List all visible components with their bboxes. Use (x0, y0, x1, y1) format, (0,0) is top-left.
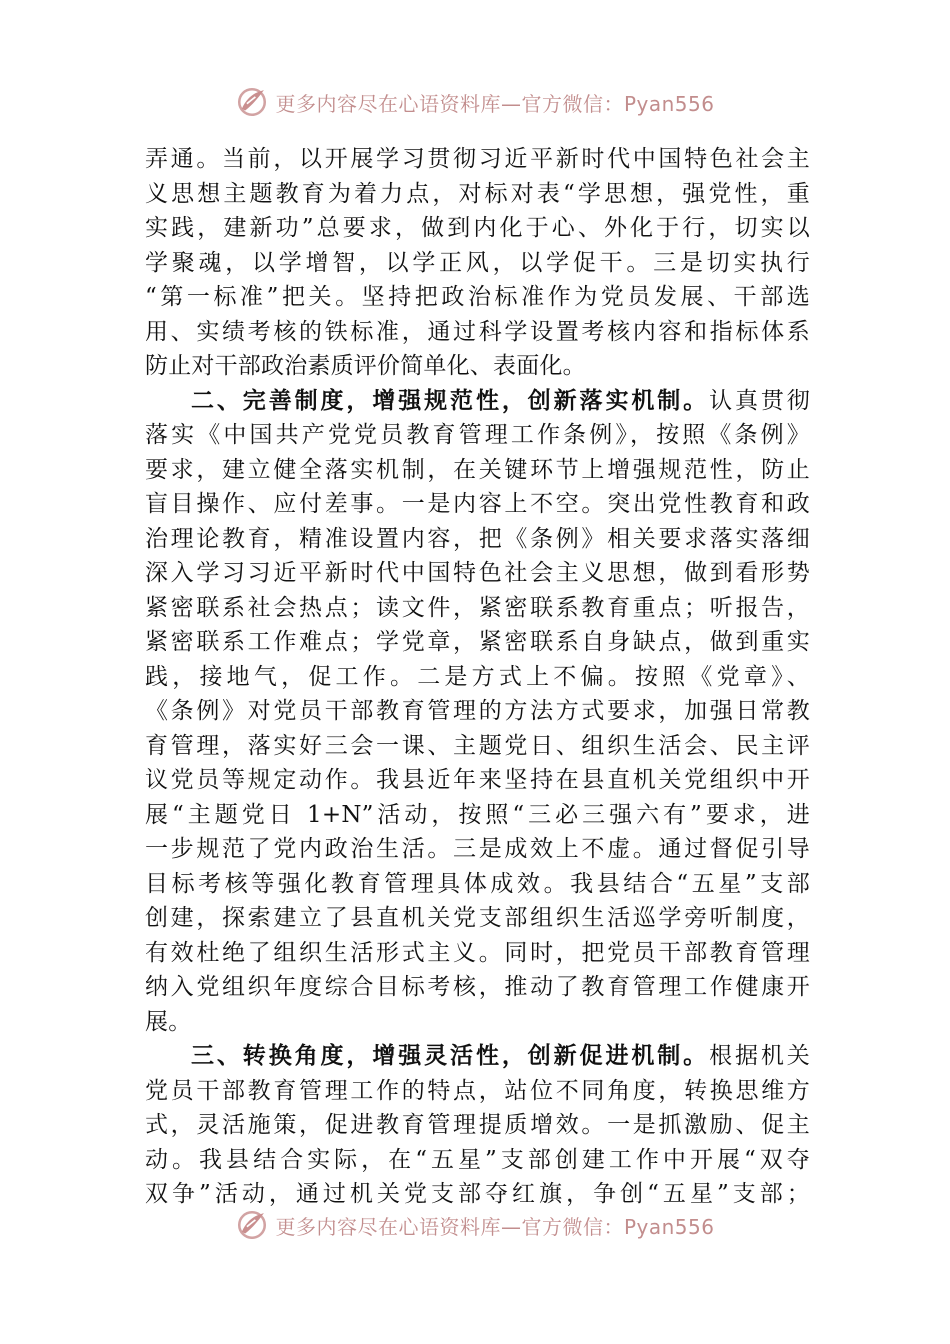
text-line (145, 280, 810, 315)
text-line (145, 1074, 810, 1109)
line-text: 纳入党组织年度综合目标考核，推动了教育管理工作健康开 (145, 974, 810, 1000)
document-body (145, 142, 810, 1208)
text-line (145, 660, 810, 695)
logo-icon (235, 1208, 269, 1239)
line-text: 用、实绩考核的铁标准，通过科学设置考核内容和指标体系 (145, 318, 810, 345)
line-text: 紧密联系社会热点；读文件，紧密联系教育重点；听报告， (145, 594, 810, 621)
text-line (145, 246, 810, 281)
text-line (145, 867, 810, 902)
line-text: 目标考核等强化教育管理具体成效。我县结合“五星”支部 (145, 870, 810, 897)
text-line (145, 349, 810, 384)
line-text: 防止对干部政治素质评价简单化、表面化。 (145, 353, 586, 379)
text-line (145, 556, 810, 591)
line-text: 治理论教育，精准设置内容，把《条例》相关要求落实落细 (145, 525, 810, 552)
text-line (145, 970, 810, 1005)
text-line (145, 1005, 810, 1040)
header-watermark-text: 更多内容尽在心语资料库—官方微信：Pyan556 (275, 91, 715, 116)
header-watermark (0, 82, 950, 122)
line-text: 双争”活动，通过机关党支部夺红旗，争创“五星”支部； (145, 1181, 810, 1207)
text-line (145, 1108, 810, 1143)
text-line (145, 315, 810, 350)
line-text: 紧密联系工作难点；学党章，紧密联系自身缺点，做到重实 (145, 629, 810, 655)
line-text: 有效杜绝了组织生活形式主义。同时，把党员干部教育管理 (145, 939, 810, 966)
page-margin (0, 1240, 950, 1344)
line-text: 要求，建立健全落实机制，在关键环节上增强规范性，防止 (145, 456, 810, 483)
text-line (145, 487, 810, 522)
section-heading: 三、转换角度，增强灵活性，创新促进机制。 (191, 1043, 710, 1069)
line-text: 认真贯彻 (709, 387, 810, 414)
text-line (145, 729, 810, 764)
line-text: 育管理，落实好三会一课、主题党日、组织生活会、民主评 (145, 732, 810, 759)
text-line (145, 142, 810, 177)
line-text: 盲目操作、应付差事。一是内容上不空。突出党性教育和政 (145, 491, 810, 517)
text-line (145, 763, 810, 798)
footer-watermark-text: 更多内容尽在心语资料库—官方微信：Pyan556 (275, 1214, 715, 1239)
text-line (145, 522, 810, 557)
line-text: “第一标准”把关。坚持把政治标准作为党员发展、干部选 (145, 284, 810, 310)
text-line (145, 384, 810, 419)
line-text: 根据机关 (709, 1043, 810, 1069)
line-text: 践，接地气，促工作。二是方式上不偏。按照《党章》、 (145, 663, 810, 690)
line-text: 创建，探索建立了县直机关党支部组织生活巡学旁听制度， (145, 905, 810, 931)
logo-icon (235, 85, 269, 119)
text-line (145, 936, 810, 971)
text-line (145, 1143, 810, 1178)
line-text: 展“主题党日 1+N”活动，按照“三必三强六有”要求，进 (145, 801, 810, 828)
text-line (145, 901, 810, 936)
line-text: 动。我县结合实际，在“五星”支部创建工作中开展“双夺 (145, 1146, 810, 1173)
text-line (145, 418, 810, 453)
line-text: 一步规范了党内政治生活。三是成效上不虚。通过督促引导 (145, 836, 810, 862)
text-line (145, 832, 810, 867)
line-text: 议党员等规定动作。我县近年来坚持在县直机关党组织中开 (145, 767, 810, 793)
text-line (145, 625, 810, 660)
text-line (145, 798, 810, 833)
text-line (145, 211, 810, 246)
line-text: 弄通。当前，以开展学习贯彻习近平新时代中国特色社会主 (145, 146, 810, 172)
text-line (145, 591, 810, 626)
text-line (145, 694, 810, 729)
line-text: 落实《中国共产党党员教育管理工作条例》，按照《条例》 (145, 422, 810, 448)
line-text: 学聚魂，以学增智，以学正风，以学促干。三是切实执行 (145, 249, 810, 276)
line-text: 实践，建新功”总要求，做到内化于心、外化于行，切实以 (145, 215, 810, 241)
line-text: 展。 (145, 1008, 192, 1035)
line-text: 式，灵活施策，促进教育管理提质增效。一是抓激励、促主 (145, 1112, 810, 1138)
footer-watermark (0, 1203, 950, 1239)
line-text: 义思想主题教育为着力点，对标对表“学思想，强党性，重 (145, 180, 810, 207)
text-line (145, 453, 810, 488)
line-text: 深入学习习近平新时代中国特色社会主义思想，做到看形势 (145, 560, 810, 586)
text-line (145, 1039, 810, 1074)
section-heading: 二、完善制度，增强规范性，创新落实机制。 (191, 387, 710, 414)
text-line (145, 177, 810, 212)
line-text: 党员干部教育管理工作的特点，站位不同角度，转换思维方 (145, 1077, 810, 1104)
line-text: 《条例》对党员干部教育管理的方法方式要求，加强日常教 (145, 698, 810, 724)
